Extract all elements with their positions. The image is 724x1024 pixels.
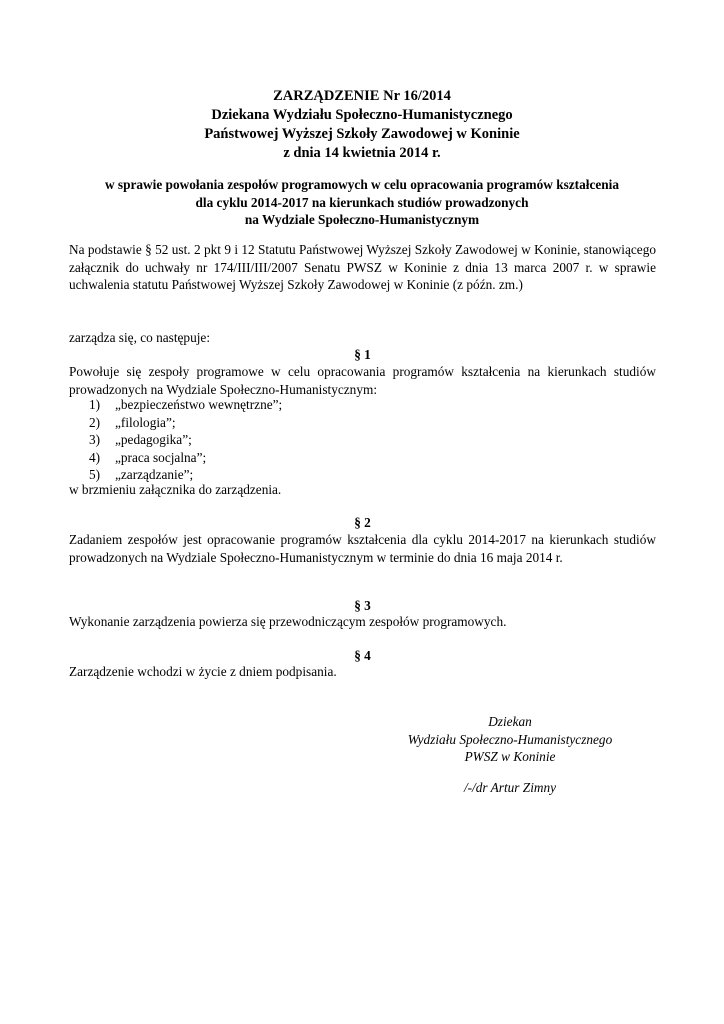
list-item-text: „filologia”; xyxy=(115,414,176,430)
program-list xyxy=(69,396,656,484)
document-subject xyxy=(0,176,724,229)
list-item xyxy=(69,396,656,414)
section-3-title: § 3 xyxy=(354,598,371,613)
signature-block xyxy=(380,713,640,766)
section-4-text: Zarządzenie wchodzi w życie z dniem podpisania. xyxy=(69,664,337,679)
section-2-title: § 2 xyxy=(354,515,371,530)
header-date: z dnia 14 kwietnia 2014 r. xyxy=(283,145,441,161)
subject-line-3: na Wydziale Społeczno-Humanistycznym xyxy=(244,212,480,227)
signature-title: Dziekan xyxy=(488,714,532,729)
list-item-number: 3) xyxy=(89,432,101,448)
subject-line-2: dla cyklu 2014-2017 na kierunkach studiów prowadzonych xyxy=(195,194,529,210)
signature-name: /-/dr Artur Zimny xyxy=(463,780,557,795)
list-item-number: 2) xyxy=(89,414,101,430)
section-1-intro: Powołuje się zespoły programowe w celu opracowania programów kształcenia na kierunkach studiów prowadzonych na Wydziale Społeczno-Humanistycznym: xyxy=(69,364,656,397)
list-item-text: „pedagogika”; xyxy=(115,432,192,448)
list-item xyxy=(69,414,656,432)
list-item-number: 1) xyxy=(89,397,101,412)
header-institution: Państwowej Wyższej Szkoły Zawodowej w Koninie xyxy=(204,126,520,142)
section-1-outro: w brzmieniu załącznika do zarządzenia. xyxy=(69,482,282,497)
subject-line-1: w sprawie powołania zespołów programowych w celu opracowania programów kształcenia xyxy=(104,177,619,192)
header-issuer: Dziekana Wydziału Społeczno-Humanistycznego xyxy=(211,107,513,123)
list-item-number: 4) xyxy=(89,449,101,465)
list-item-number: 5) xyxy=(89,467,101,483)
list-item xyxy=(69,449,656,467)
list-item-text: „praca socjalna”; xyxy=(115,449,207,465)
list-item xyxy=(69,431,656,449)
signature-institution: PWSZ w Koninie xyxy=(464,749,556,765)
header-title: ZARZĄDZENIE Nr 16/2014 xyxy=(273,88,451,104)
signature-faculty: Wydziału Społeczno-Humanistycznego xyxy=(407,731,613,747)
section-4-title: § 4 xyxy=(354,648,371,663)
section-1-title: § 1 xyxy=(354,347,371,362)
ordering-clause: zarządza się, co następuje: xyxy=(69,330,211,345)
section-3-text: Wykonanie zarządzenia powierza się przewodniczącym zespołów programowych. xyxy=(69,614,507,629)
list-item-text: „zarządzanie”; xyxy=(115,467,194,483)
preamble: Na podstawie § 52 ust. 2 pkt 9 i 12 Statutu Państwowej Wyższej Szkoły Zawodowej w Koninie, stanowiącego załącznik do uchwały nr 174/III/III/2007 Senatu PWSZ w Koninie z dnia 13 marca 2007 r. w sprawie uchwalenia statutu Państwowej Wyższej Szkoły Zawodowej w Koninie (z późn. zm.) xyxy=(69,242,656,293)
section-2-text: Zadaniem zespołów jest opracowanie programów kształcenia dla cyklu 2014-2017 na kierunkach studiów prowadzonych na Wydziale Społeczno-Humanistycznym w terminie do dnia 16 maja 2014 r. xyxy=(69,532,656,565)
document-header xyxy=(0,87,724,163)
list-item-text: „bezpieczeństwo wewnętrzne”; xyxy=(115,397,283,412)
